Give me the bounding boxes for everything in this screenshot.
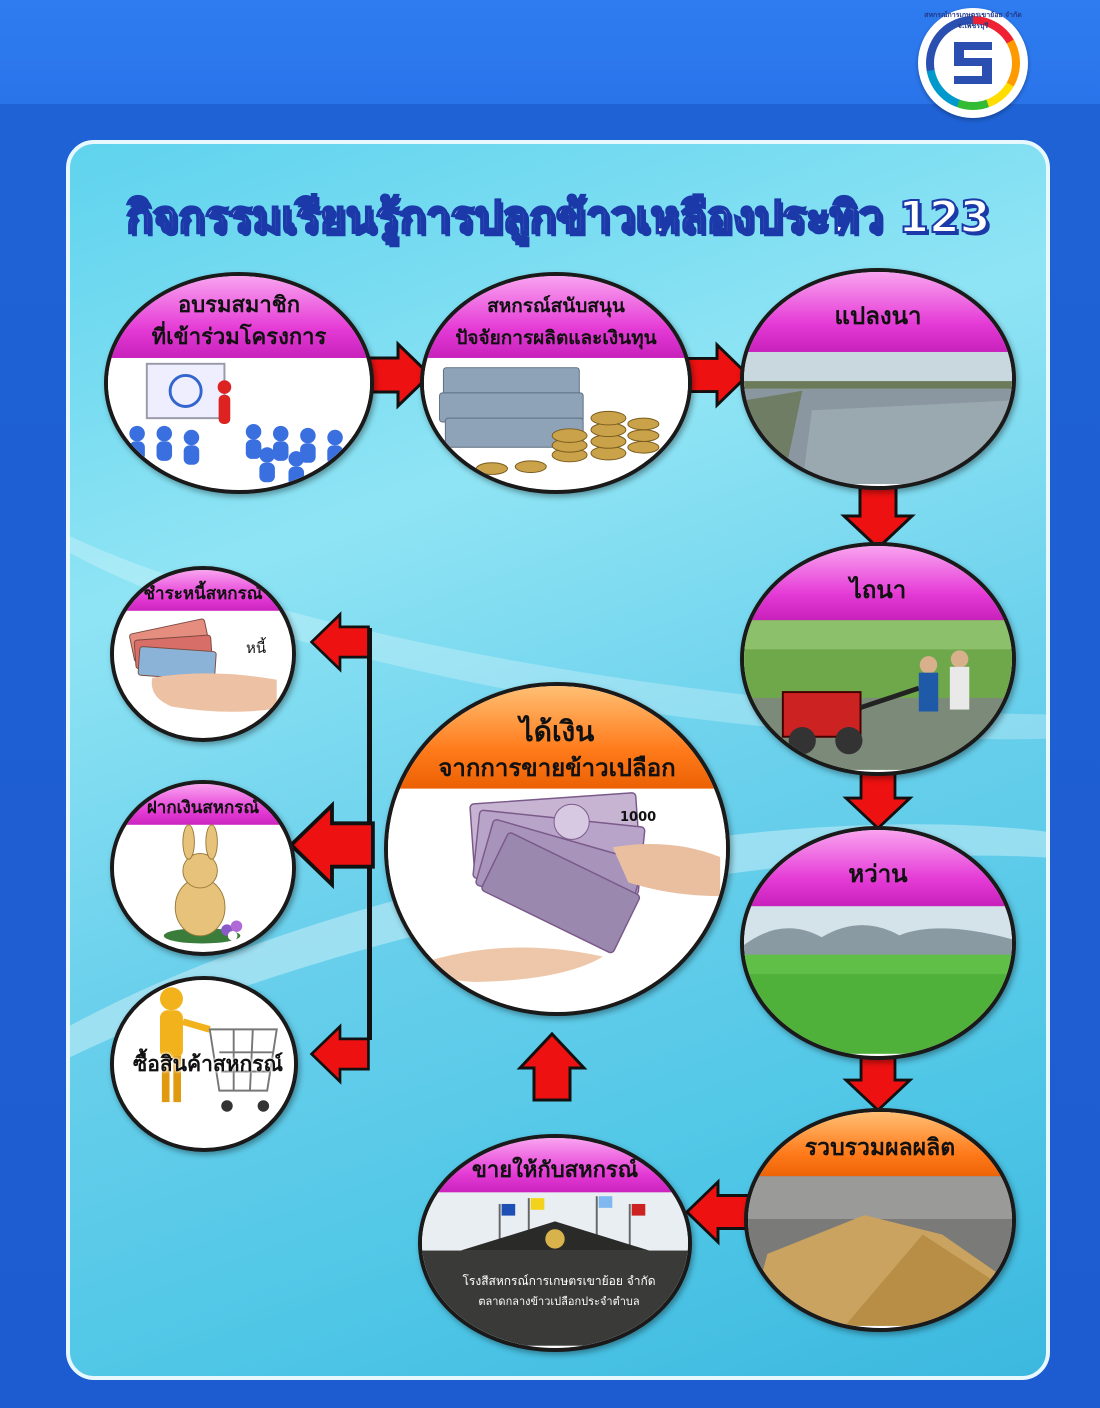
step-train-caption xyxy=(108,276,370,364)
training-illustration xyxy=(108,356,370,490)
arrow-left-icon xyxy=(682,1178,754,1246)
banknote-value: 1000 xyxy=(620,810,657,825)
paddy-pile-photo xyxy=(748,1174,1012,1328)
step-deposit-circle xyxy=(110,780,296,956)
step-plow-circle xyxy=(740,542,1016,776)
rice-mill-building-photo xyxy=(422,1190,688,1348)
step-money-caption xyxy=(388,686,726,794)
step-money-line1: ได้เงิน xyxy=(519,715,595,748)
step-field-circle xyxy=(740,268,1016,490)
step-support-line2: ปัจจัยการผลิตและเงินทุน xyxy=(455,327,657,349)
step-support-line1: สหกรณ์สนับสนุน xyxy=(487,295,625,317)
step-debt-circle xyxy=(110,566,296,742)
step-buy-circle xyxy=(110,976,298,1152)
logo-s-icon xyxy=(948,36,998,90)
wet-field-photo xyxy=(744,350,1012,486)
green-rice-field-photo xyxy=(744,904,1012,1056)
banknotes-hand-illustration xyxy=(388,786,726,1012)
step-buy-caption: ซื้อสินค้าสหกรณ์ xyxy=(132,1052,283,1076)
step-collect-caption: รวบรวมผลผลิต xyxy=(748,1112,1012,1182)
mill-sign-line2: ตลาดกลางข้าวเปลือกประจำตำบล xyxy=(478,1295,640,1308)
step-debt-caption: ชำระหนี้สหกรณ์ xyxy=(114,570,292,616)
arrow-left-icon xyxy=(286,800,378,890)
step-sell-circle xyxy=(418,1134,692,1352)
step-field-caption: แปลงนา xyxy=(744,272,1012,358)
step-sell-caption: ขายให้กับสหกรณ์ xyxy=(422,1138,688,1198)
mill-sign-line1: โรงสีสหกรณ์การเกษตรเขาย้อย จำกัด xyxy=(462,1274,656,1288)
step-plow-caption: ไถนา xyxy=(744,546,1012,626)
step-collect-circle xyxy=(744,1108,1016,1332)
step-money-line2: จากการขายข้าวเปลือก xyxy=(438,754,676,782)
step-money-circle xyxy=(384,682,730,1016)
debt-note: หนี้ xyxy=(246,639,267,657)
rabbit-piggy-bank-illustration xyxy=(114,822,292,952)
arrow-left-icon xyxy=(308,1022,372,1086)
debt-payment-illustration xyxy=(114,608,292,738)
arrow-left-icon xyxy=(308,610,372,674)
cooperative-logo xyxy=(918,8,1028,118)
step-sow-caption: หว่าน xyxy=(744,830,1012,912)
step-train-line1: อบรมสมาชิก xyxy=(177,293,301,318)
logo-text: สหกรณ์การเกษตรเขาย้อย จำกัด จ.เพชรบุรี xyxy=(924,11,1022,30)
money-coins-illustration xyxy=(424,356,688,490)
plowing-photo xyxy=(744,618,1012,772)
step-deposit-caption: ฝากเงินสหกรณ์ xyxy=(114,784,292,830)
page-title: กิจกรรมเรียนรู้การปลูกข้าวเหลืองประทิว 123 xyxy=(125,192,991,243)
step-sow-circle xyxy=(740,826,1016,1060)
arrow-up-icon xyxy=(516,1030,588,1104)
step-support-caption xyxy=(424,276,688,364)
step-train-line2: ที่เข้าร่วมโครงการ xyxy=(151,325,327,350)
step-train-circle xyxy=(104,272,374,494)
step-support-circle xyxy=(420,272,692,494)
